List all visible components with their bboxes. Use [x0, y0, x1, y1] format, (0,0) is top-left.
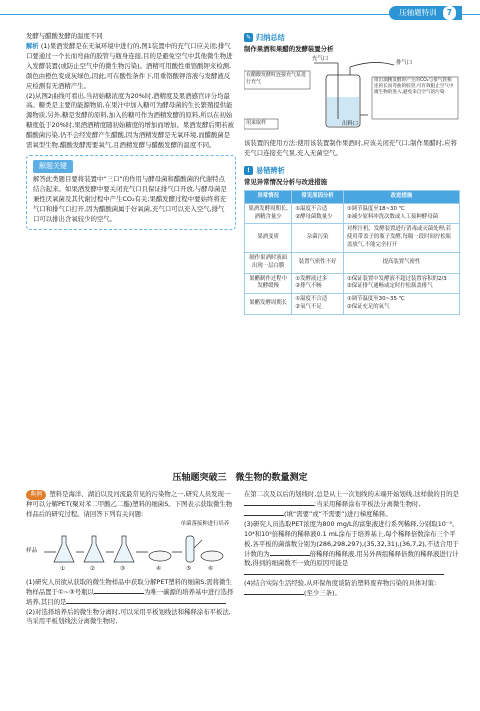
- q2-cont-text-b: ;当采用稀释涂布平板法分离微生物时,: [314, 499, 421, 508]
- question-1-text-b: 为唯一碳源的培养基中进行选择培养,其目的是: [26, 587, 234, 606]
- example-right: [244, 490, 460, 599]
- figure-top-label: 单菌落接种进行培养: [180, 520, 230, 527]
- answer-blank[interactable]: [244, 505, 314, 506]
- table-row: [245, 273, 460, 294]
- header-tag-text: 压轴题特训: [399, 8, 437, 17]
- q2-cont-text: 在第二次及以后的划线时,总是从上一次划线的末端开始划线,这样做的目的是: [244, 490, 459, 498]
- error-heading: [244, 165, 460, 176]
- key-title: 解题关键: [33, 160, 73, 173]
- summary-title: 制作果酒和果醋的发酵装置分析: [244, 45, 334, 54]
- figure-sample-label: 样品: [26, 547, 38, 554]
- table-row: [245, 252, 460, 273]
- outlet-label: 排气口: [396, 60, 413, 67]
- analysis-label: 解析: [26, 41, 39, 50]
- error-icon: !: [244, 166, 253, 175]
- page-number: 7: [443, 6, 456, 20]
- example-label: 典例: [26, 490, 46, 500]
- q2-cont-text-c: (填“需要”或“不需要”)进行梯度稀释。: [284, 509, 392, 518]
- question-2: (2)对选择培养后的微生物分离时,可以采用平板划线法和稀释涂布平板法,当采用平板划线法分离微生物时,: [26, 607, 231, 626]
- example-intro-text: 塑料是海洋、湖泊以及河流最常见的污染物之一,研究人员发现一种可以分解PET(聚对苯二甲酸乙二酯)塑料的细菌S。下图表示获取微生物样品后的研究过程。请回答下列有关问题:: [26, 490, 233, 518]
- drain-label: 出料口: [342, 121, 359, 128]
- table-row: [245, 224, 460, 252]
- section-title: 压轴题突破三 微生物的数量测定: [172, 473, 308, 483]
- answer-blank[interactable]: [270, 555, 310, 556]
- table-cell: 对榨汁机、发酵装置进行消毒或灭菌处理;若使用带盖子的瓶子发酵,每隔一段时间拧松瓶盖放气,不能完全打开: [343, 224, 459, 252]
- table-row: [245, 294, 460, 315]
- header-tag: [389, 6, 462, 20]
- question-3-text-b: 倍稀释的稀释液,用另外两组稀释倍数的稀释液进行计数,得到的细菌数不一致的原因可能是: [244, 549, 459, 568]
- table-cell: 果酒发酵周期长,酒精含量少: [245, 203, 292, 224]
- table-cell: ①调节温度至30~35 ℃ ②保证充足的氧气: [343, 294, 459, 315]
- left-title: 发酵与醋酸发酵的温度不同: [26, 32, 103, 40]
- usage-text: 该装置的使用方法:使用该装置制作果酒时,应该关闭充气口;制作果醋时,应将充气口连接充气泵,充入无菌空气。: [244, 139, 457, 157]
- answer-blank[interactable]: [244, 515, 284, 516]
- figure-num: ⑥: [208, 565, 214, 572]
- note-inlet: 在醋酸发酵时连接充气泵进行充气: [246, 72, 307, 85]
- answer-blank[interactable]: [244, 594, 304, 595]
- note-outlet: 排出酒精发酵时产生的CO₂与排气管相连的长而弯曲的胶管,可有效阻止空气中微生物的进入,避免来自空气的污染: [374, 78, 454, 96]
- table-header: 常见原因分析: [292, 191, 344, 204]
- table-cell: 制作果酒时液面出现一层白膜: [245, 252, 292, 273]
- key-box: [26, 155, 236, 229]
- answer-blank[interactable]: [66, 603, 226, 604]
- table-cell: ①调节温度至18~30 ℃ ②减少原料冲洗次数或人工接种酵母菌: [343, 203, 459, 224]
- example-left: [26, 490, 236, 627]
- analysis-text-1: (1)果酒发酵是在无氧环境中进行的,图1装置中的充气口应关闭;排气口要通过一个长而弯曲的胶管与瓶身连接,目的是避免空气中其他微生物进入发酵装置(或防止空气中的微生物污染)。酒精可用酸性重铬酸钾来检测,颜色由橙色变成灰绿色,因此,可在酸性条件下,用重铬酸钾溶液与发酵液反应检测有无酒精产生。: [26, 41, 233, 90]
- table-title: 常见异常情况分析与改进措施: [244, 178, 328, 187]
- figure-num: ②: [90, 565, 96, 572]
- sample-figure: [26, 522, 236, 576]
- table-row: [245, 203, 460, 224]
- note-drain: 用来取样: [246, 120, 267, 127]
- error-heading-text: 易错辨析: [256, 165, 285, 175]
- fermenter-diagram: [244, 57, 460, 135]
- question-4-text: (4)结合实际生活经验,从环保角度谈防治塑料废弃物污染的具体对策:: [244, 579, 437, 588]
- summary-heading: [244, 32, 460, 43]
- question-4-text-b: (至少三条)。: [304, 589, 341, 598]
- table-cell: ①温度不合适 ②氧气不足: [292, 294, 344, 315]
- table-header-row: [245, 191, 460, 204]
- page-header: [0, 0, 480, 28]
- question-3-text: (3)研究人员选取PET浓度为800 mg/L的富集液进行系列稀释,分别取10⁻³、10⁴和10⁵倍稀释的稀释液0.1 mL涂布于培养基上,每个稀释倍数涂布三个平板,各平板的菌落数分别为(286,298,297),(35,32,31),(36,7,2),不适合用于计数的为: [244, 519, 459, 558]
- flask-sequence: [26, 522, 236, 576]
- analysis-paragraph-2: (2)从图2曲线可看出,当初始糖浓度为20%时,酒精度及果酒感官评分均最高。糖类是主要的能源物质,在果汁中加入糖可为酵母菌的生长繁殖提供能源物质,另外,糖是发酵的原料,加入的糖可作为酒精发酵的原料,所以在初始糖度低于20%时,果酒酒精度随初始糖度的增加而增加。果酒发酵后期若被醋酸菌污染,仍不会经发酵产生醋酸,因为酒精发酵是无氧环境,而醋酸菌是需氧型生物,醋酸发酵需要氧气,且酒精发酵与醋酸发酵的温度不同。: [26, 91, 234, 150]
- figure-num: ①: [60, 565, 66, 572]
- summary-heading-text: 归纳总结: [256, 33, 285, 42]
- question-1: [26, 578, 236, 608]
- table-cell: 果酒变质: [245, 224, 292, 252]
- question-3: [244, 520, 460, 580]
- figure-num: ④: [156, 565, 162, 572]
- table-cell: 果醋制作过程中发酵缓慢: [245, 273, 292, 294]
- analysis-paragraph-1: [26, 42, 236, 92]
- table-header: 异常情况: [245, 191, 292, 204]
- table-cell: 提高装置气密性: [343, 252, 459, 273]
- question-1-text: (1)研究人员欲从获取的微生物样品中获取分解PET塑料的细菌S,需将微生物样品置于①~③号瓶以: [26, 577, 232, 596]
- table-cell: 果醋发酵周期长: [245, 294, 292, 315]
- left-column: [26, 32, 236, 230]
- right-column: [244, 32, 460, 315]
- question-2-cont: [244, 490, 460, 520]
- question-4: [244, 579, 460, 599]
- summary-icon: ✎: [245, 34, 252, 42]
- table-cell: 装置气密性不好: [292, 252, 344, 273]
- table-cell: 杂菌污染: [292, 224, 344, 252]
- abnormal-table: [244, 190, 460, 315]
- table-cell: ①保证装置中发酵液不超过装置容积的2/3 ②保证排气通畅或定时拧松瓶盖排气: [343, 273, 459, 294]
- inlet-label: 充气口: [312, 56, 329, 63]
- table-cell: ①温度不合适 ②酵母菌数量少: [292, 203, 344, 224]
- figure-num: ⑤: [186, 565, 192, 572]
- table-cell: ①发酵液过多 ②排气不畅: [292, 273, 344, 294]
- example-intro: [26, 490, 236, 520]
- figure-num: ③: [120, 565, 126, 572]
- key-text: 解答此类题目要将装置中“三口”的作用与酵母菌和醋酸菌的代谢特点结合起来。如果酒发酵中要关闭充气口且保证排气口开放,与酵母菌是兼性厌氧菌及其代谢过程中产生CO₂有关;果醋发酵过程中要始终将充气口和排气口打开,因为醋酸菌属于好氧菌,充气口可以充入空气,排气口可以排出含氧较少的空气。: [33, 174, 227, 223]
- table-header: 改进措施: [343, 191, 459, 204]
- answer-blank[interactable]: [94, 593, 144, 594]
- answer-blank[interactable]: [244, 574, 444, 575]
